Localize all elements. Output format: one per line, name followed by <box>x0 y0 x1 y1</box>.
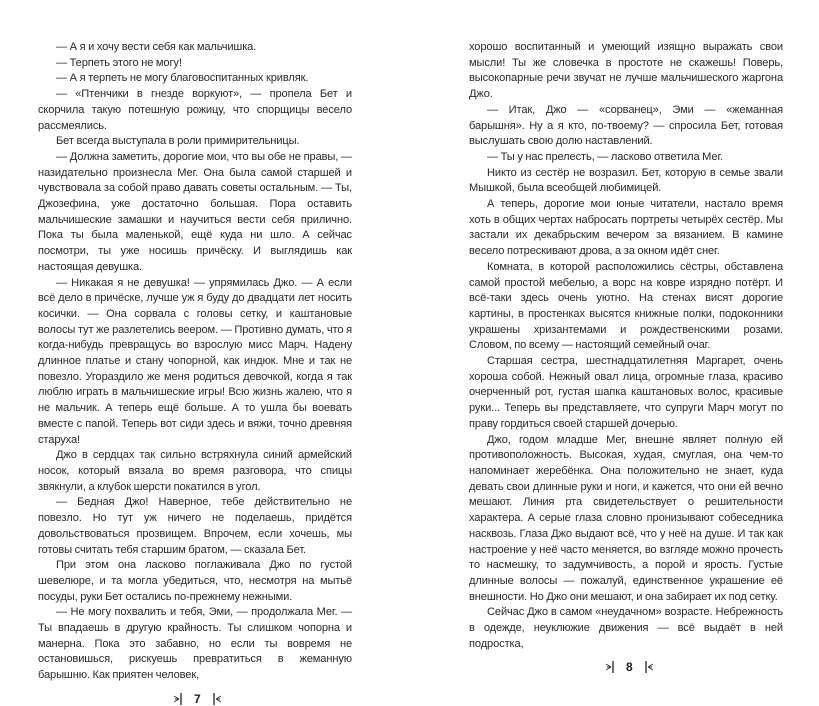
paragraph: При этом она ласково поглаживала Джо по густой шевелюре, и та могла убедиться, что, несмотря на мытьё посуды, руки Бет остались по-прежнему нежными. <box>38 559 352 603</box>
paragraph: — «Птенчики в гнезде воркуют», — пропела Бет и скорчила такую потешную рожицу, что спорщицы весело рассмеялись. <box>38 88 352 132</box>
paragraph: — А я и хочу вести себя как мальчишка. <box>56 41 257 53</box>
paragraph: Комната, в которой расположились сёстры, обставлена самой простой мебелью, а ворс на ковре изрядно потёрт. И всё-таки здесь очень уютно. На стенах висят дорогие картины, в простенках высятся книжные полки, подоконники украшены хризантемами и рождественскими розами. Словом, по всему — настоящий семейный очаг. <box>469 260 783 352</box>
right-page <box>469 40 783 652</box>
paragraph: Сейчас Джо в самом «неудачном» возрасте. Небрежность в одежде, неуклюжие движения — всё выдаёт в ней подростка, <box>469 606 783 650</box>
paragraph: — Бедная Джо! Наверное, тебе действительно не повезло. Но тут уж ничего не поделаешь, придётся довольствоваться прозвищем. Впрочем, если хочешь, мы готовы считать тебя старшим братом, — сказала Бет. <box>38 496 352 556</box>
paragraph: Старшая сестра, шестнадцатилетняя Маргарет, очень хороша собой. Нежный овал лица, огромные глаза, красиво очерченный рот, густая шапка каштановых волос, красивые руки... Теперь вы представляете, что супруги Марч могут по праву гордиться своей старшей дочерью. <box>469 355 783 430</box>
page-number-footer-left <box>172 692 223 706</box>
paragraph: — Никакая я не девушка! — упрямилась Джо. — А если всё дело в причёске, лучше уж я буду до двадцати лет носить косички. — Она сорвала с головы сетку, и каштановые волосы тут же разлетелись веером. — Противно думать, что я когда-нибудь превращусь во взрослую мисс Марч. Надену длинное платье и стану чопорной, как индюк. Мне и так не повезло. Угораздило же меня родиться девочкой, когда я так люблю играть в мальчишеские игры! Всю жизнь жалею, что я не мальчик. А теперь ещё больше. А то ушла бы воевать вместе с папой. Теперь вот сиди здесь и вяжи, точно древняя старуха! <box>38 276 352 446</box>
left-page <box>38 40 352 684</box>
paragraph: Бет всегда выступала в роли примирительницы. <box>56 135 300 148</box>
left-ornament-icon <box>172 692 184 706</box>
page-number-footer-right <box>604 660 655 674</box>
paragraph: — Должна заметить, дорогие мои, что вы обе не правы, — назидательно произнесла Мег. Она была самой старшей и чувствовала за собой право давать советы остальным. — Ты, Джозефина, уже достаточно большая. Пора оставить мальчишеские замашки и научиться вести себя прилично. Пока ты была маленькой, ещё куда ни шло. А сейчас посмотри, ты уже носишь причёску. И выглядишь как настоящая девушка. <box>38 150 352 273</box>
right-ornament-icon <box>211 692 223 706</box>
paragraph: — Терпеть этого не могу! <box>56 56 182 69</box>
right-ornament-icon <box>643 660 655 674</box>
left-ornament-icon <box>604 660 616 674</box>
paragraph: — Не могу похвалить и тебя, Эми, — продолжала Мег. — Ты впадаешь в другую крайность. Ты слишком чопорна и манерна. Пока это забавно, но если ты вовремя не остановишься, рискуешь превратиться в жеманную барышню. Как приятен человек, <box>38 606 352 682</box>
paragraph: — Ты у нас прелесть, — ласково ответила Мег. <box>487 150 724 163</box>
paragraph: Джо, годом младше Мег, внешне являет полную ей противоположность. Высокая, худая, смуглая, она чем-то напоминает жеребёнка. Она положительно не знает, куда девать свои длинные руки и ноги, и кажется, что они ей вечно мешают. Линия рта свидетельствует о решительности характера. А серые глаза словно пронизывают собеседника насквозь. Глаза Джо выдают всё, что у неё на душе. И так как настроение у неё часто меняется, во взгляде можно прочесть то насмешку, то задумчивость, а порой и ярость. Густые длинные волосы — пожалуй, единственное украшение её внешности. Но Джо они мешают, и она забирает их под сетку. <box>469 433 783 603</box>
paragraph: хорошо воспитанный и умеющий изящно выражать свои мысли! Ты же словечка в простоте не скажешь! Поверь, высокопарные речи звучат не лучше мальчишеского жаргона Джо. <box>469 41 783 101</box>
page-number: 7 <box>194 692 201 706</box>
paragraph: — Итак, Джо — «сорванец», Эми — «жеманная барышня». Ну а я кто, по-твоему? — спросила Бет, готовая выслушать свою долю наставлений. <box>469 103 783 148</box>
paragraph: А теперь, дорогие мои юные читатели, настало время хоть в общих чертах набросать портреты четырёх сестёр. Мы застали их декабрьским вечером за вязанием. В камине весело потрескивают дрова, а за окном идёт снег. <box>469 198 783 258</box>
paragraph: — А я терпеть не могу благовоспитанных кривляк. <box>56 72 309 85</box>
paragraph: Никто из сестёр не возразил. Бет, которую в семье звали Мышкой, была всеобщей любимицей. <box>469 166 783 195</box>
paragraph: Джо в сердцах так сильно встряхнула синий армейский носок, который вязала во время разговора, что спицы звякнули, а клубок шерсти покатился в угол. <box>38 449 352 493</box>
page-number: 8 <box>626 660 633 674</box>
